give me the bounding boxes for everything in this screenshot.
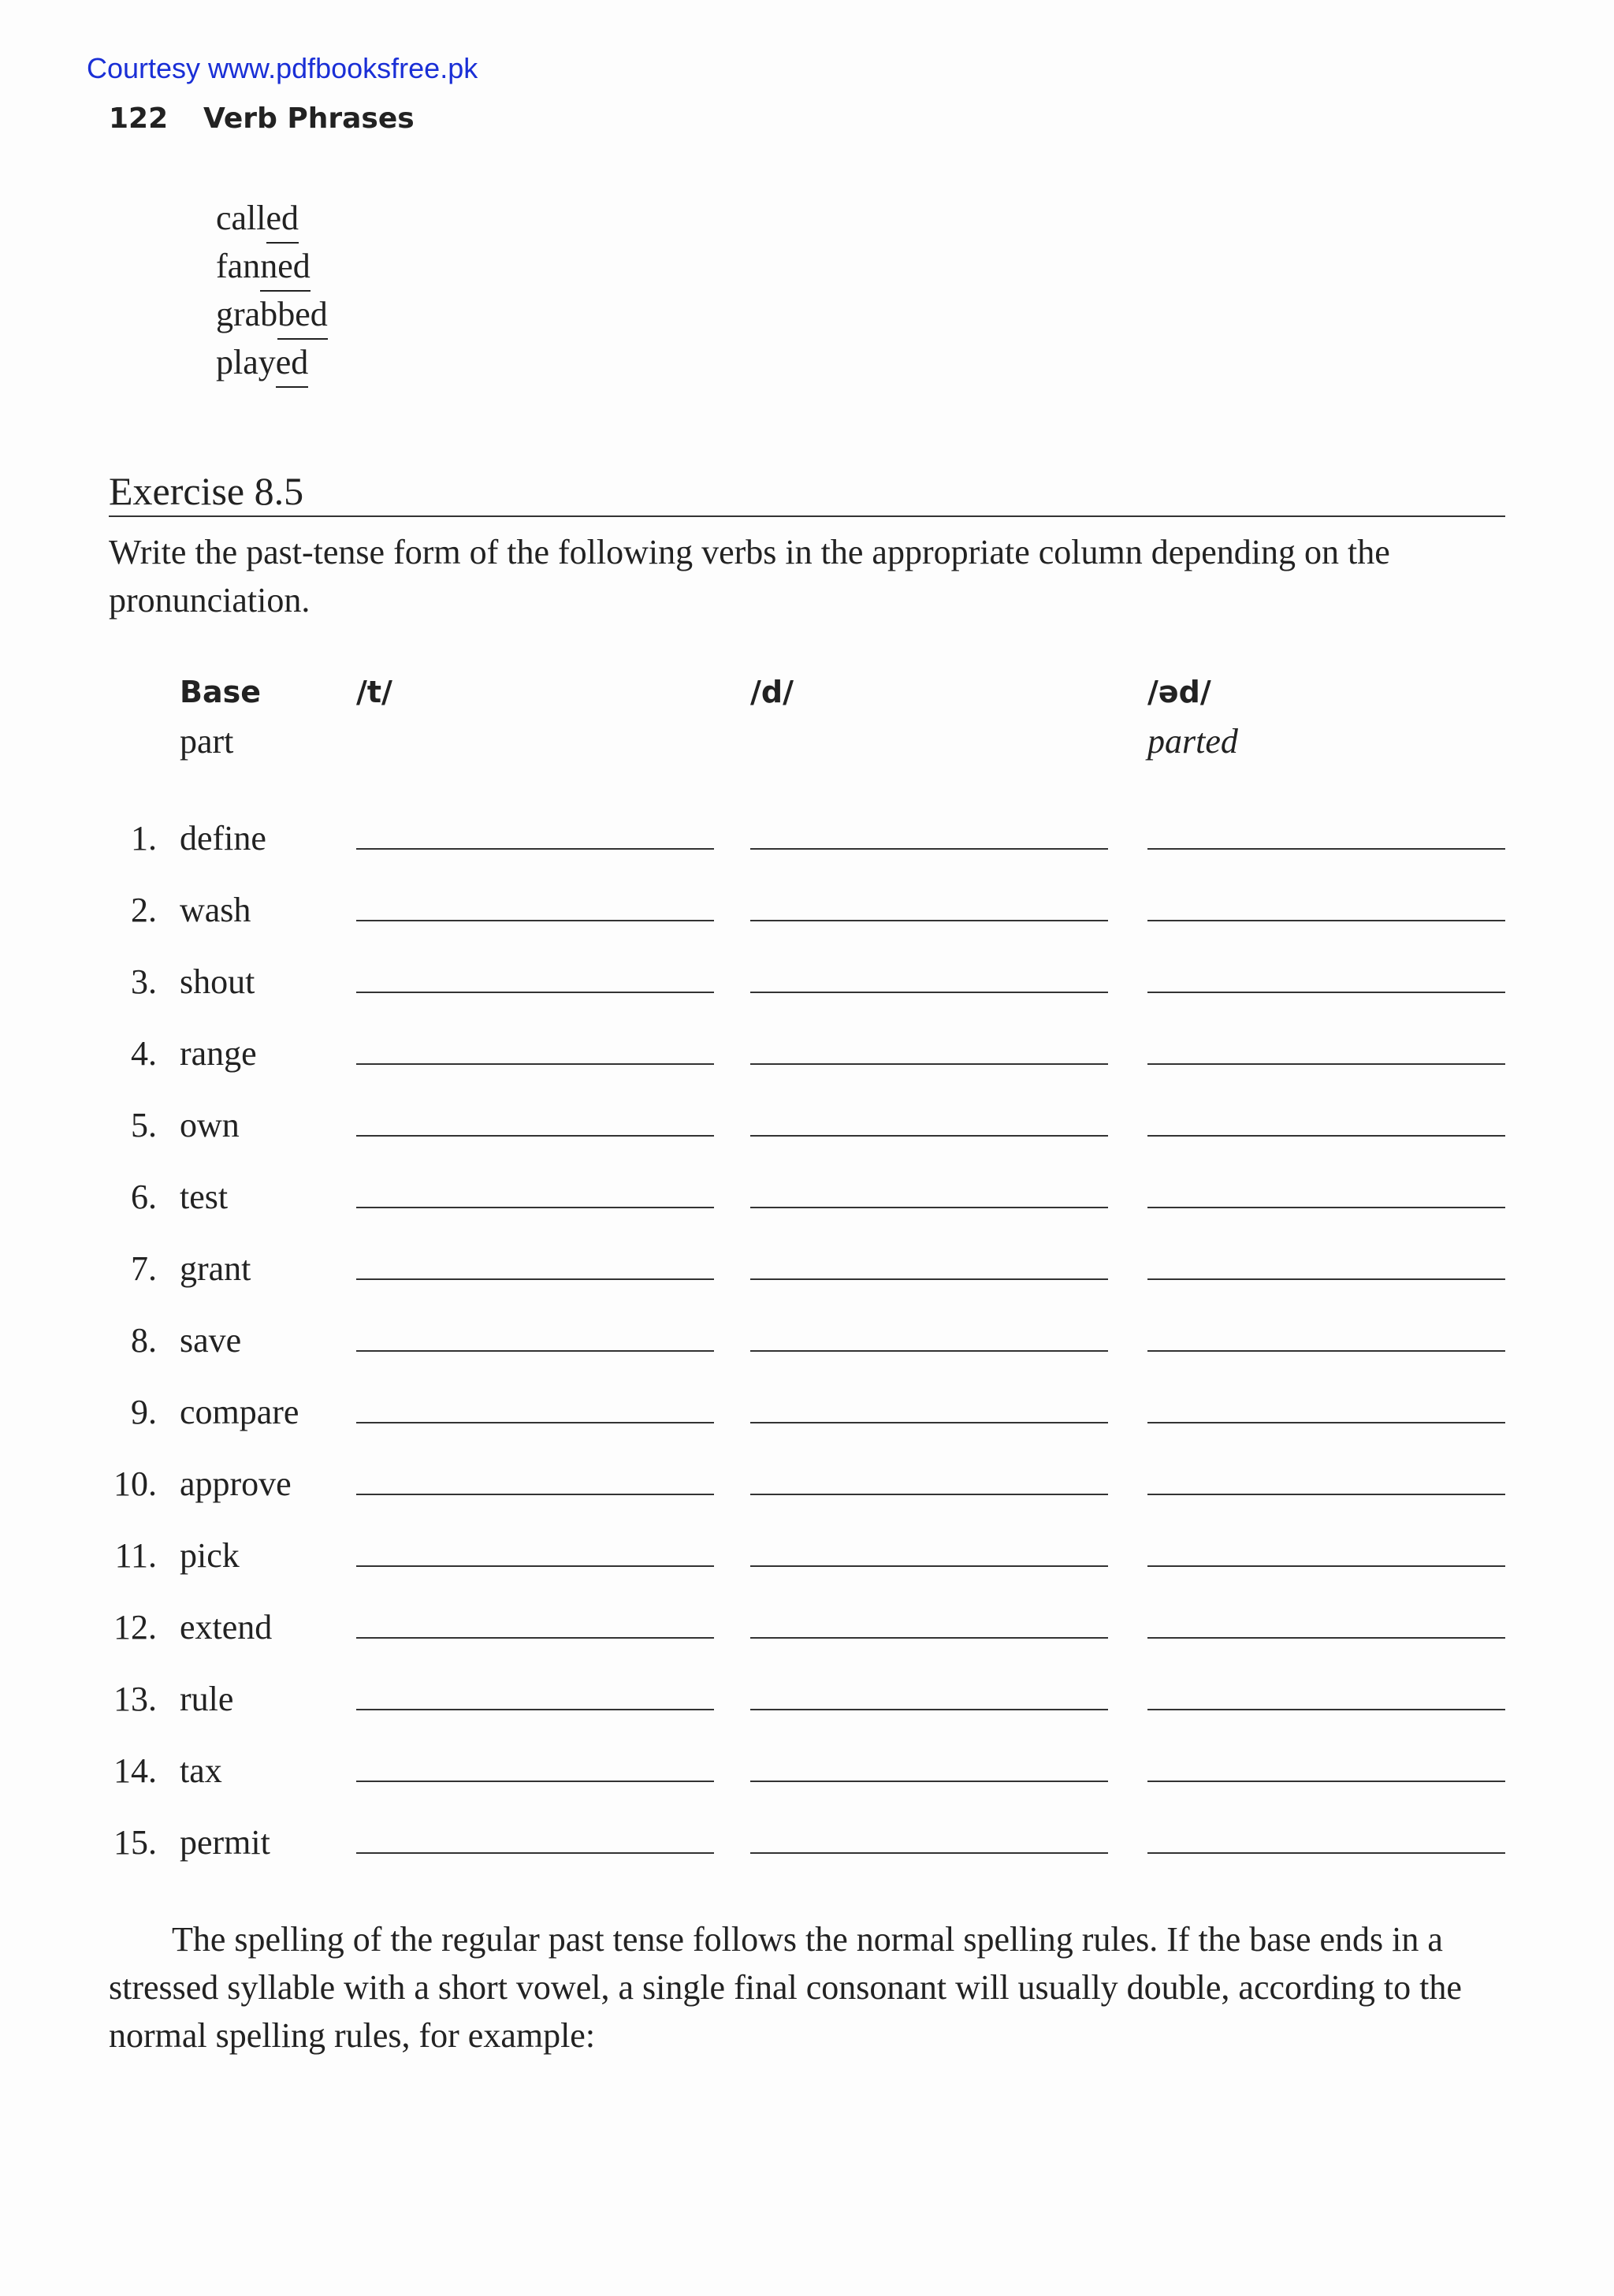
exercise-title: Exercise 8.5 xyxy=(109,469,304,513)
answer-blank-ed[interactable] xyxy=(1147,1278,1505,1280)
exercise-instructions: Write the past-tense form of the following verbs in the appropriate column depending on the pronunciation. xyxy=(109,533,1390,620)
answer-blank-ed[interactable] xyxy=(1147,1637,1505,1639)
answer-blank-ed[interactable] xyxy=(1147,1135,1505,1137)
item-number: 12. xyxy=(113,1608,157,1647)
sample-base-word: part xyxy=(180,722,234,761)
answer-blank-ed[interactable] xyxy=(1147,1565,1505,1567)
exercise-row xyxy=(0,1751,1614,1798)
answer-blank-t[interactable] xyxy=(356,920,714,921)
item-verb: grant xyxy=(180,1249,251,1288)
running-head xyxy=(109,102,415,135)
answer-blank-t[interactable] xyxy=(356,1709,714,1710)
answer-blank-t[interactable] xyxy=(356,848,714,850)
exercise-row xyxy=(0,818,1614,865)
exercise-row xyxy=(0,1105,1614,1152)
answer-blank-ed[interactable] xyxy=(1147,1350,1505,1352)
example-word-ending: ed xyxy=(276,343,309,388)
answer-blank-t[interactable] xyxy=(356,1135,714,1137)
section-title: Verb Phrases xyxy=(203,102,415,135)
example-word-ending: ed xyxy=(266,199,299,244)
item-number: 10. xyxy=(113,1464,157,1503)
item-verb: compare xyxy=(180,1393,299,1431)
answer-blank-t[interactable] xyxy=(356,1565,714,1567)
item-verb: save xyxy=(180,1321,242,1360)
answer-blank-t[interactable] xyxy=(356,1278,714,1280)
column-header-ed: /əd/ xyxy=(1147,675,1211,709)
item-verb: approve xyxy=(180,1464,292,1503)
item-verb: tax xyxy=(180,1751,222,1790)
answer-blank-d[interactable] xyxy=(750,1637,1108,1639)
courtesy-link[interactable]: Courtesy www.pdfbooksfree.pk xyxy=(87,52,478,84)
exercise-row xyxy=(0,1607,1614,1654)
example-word xyxy=(216,194,328,242)
answer-blank-ed[interactable] xyxy=(1147,1422,1505,1423)
example-words-list xyxy=(216,194,328,386)
answer-blank-d[interactable] xyxy=(750,1852,1108,1854)
answer-blank-t[interactable] xyxy=(356,1781,714,1782)
item-number: 14. xyxy=(113,1751,157,1790)
answer-blank-t[interactable] xyxy=(356,1852,714,1854)
item-verb: shout xyxy=(180,962,255,1001)
item-number: 13. xyxy=(113,1680,157,1718)
item-number: 11. xyxy=(114,1536,157,1575)
exercise-row xyxy=(0,1464,1614,1511)
exercise-row xyxy=(0,890,1614,937)
answer-blank-ed[interactable] xyxy=(1147,848,1505,850)
item-number: 5. xyxy=(131,1106,157,1144)
item-number: 3. xyxy=(131,962,157,1001)
answer-blank-ed[interactable] xyxy=(1147,1063,1505,1065)
item-verb: test xyxy=(180,1178,229,1216)
answer-blank-t[interactable] xyxy=(356,1063,714,1065)
example-word-stem: grab xyxy=(216,295,278,333)
answer-blank-t[interactable] xyxy=(356,1494,714,1495)
item-number: 2. xyxy=(131,891,157,929)
answer-blank-d[interactable] xyxy=(750,1422,1108,1423)
exercise-row xyxy=(0,1320,1614,1368)
exercise-title-rule xyxy=(109,515,1505,517)
example-word-ending: ned xyxy=(260,247,311,292)
exercise-row xyxy=(0,1679,1614,1726)
answer-blank-ed[interactable] xyxy=(1147,1494,1505,1495)
answer-blank-d[interactable] xyxy=(750,1494,1108,1495)
answer-blank-d[interactable] xyxy=(750,1207,1108,1208)
answer-blank-d[interactable] xyxy=(750,1350,1108,1352)
example-word-stem: play xyxy=(216,343,276,381)
example-word xyxy=(216,290,328,338)
sample-answer: parted xyxy=(1147,722,1238,761)
answer-blank-ed[interactable] xyxy=(1147,1781,1505,1782)
page-number: 122 xyxy=(109,102,169,135)
exercise-row xyxy=(0,1033,1614,1081)
example-word-ending: bed xyxy=(277,295,328,340)
item-verb: wash xyxy=(180,891,251,929)
item-verb: define xyxy=(180,819,266,858)
column-header-d: /d/ xyxy=(750,675,794,709)
example-word-stem: fan xyxy=(216,247,261,285)
item-verb: permit xyxy=(180,1823,270,1862)
answer-blank-d[interactable] xyxy=(750,992,1108,993)
answer-blank-t[interactable] xyxy=(356,1637,714,1639)
item-verb: own xyxy=(180,1106,240,1144)
answer-blank-ed[interactable] xyxy=(1147,1207,1505,1208)
item-number: 8. xyxy=(131,1321,157,1360)
item-number: 6. xyxy=(131,1178,157,1216)
example-word xyxy=(216,338,328,386)
answer-blank-t[interactable] xyxy=(356,1422,714,1423)
exercise-row xyxy=(0,1177,1614,1224)
item-verb: rule xyxy=(180,1680,234,1718)
answer-blank-d[interactable] xyxy=(750,1565,1108,1567)
answer-blank-t[interactable] xyxy=(356,992,714,993)
exercise-row xyxy=(0,1822,1614,1870)
answer-blank-d[interactable] xyxy=(750,1278,1108,1280)
item-number: 1. xyxy=(131,819,157,858)
answer-blank-d[interactable] xyxy=(750,1709,1108,1710)
column-header-t: /t/ xyxy=(356,675,392,709)
answer-blank-ed[interactable] xyxy=(1147,1709,1505,1710)
answer-blank-d[interactable] xyxy=(750,1063,1108,1065)
item-verb: extend xyxy=(180,1608,273,1647)
exercise-row xyxy=(0,962,1614,1009)
answer-blank-ed[interactable] xyxy=(1147,920,1505,921)
exercise-row xyxy=(0,1535,1614,1583)
item-number: 15. xyxy=(113,1823,157,1862)
answer-blank-ed[interactable] xyxy=(1147,992,1505,993)
answer-blank-d[interactable] xyxy=(750,1781,1108,1782)
answer-blank-d[interactable] xyxy=(750,920,1108,921)
closing-paragraph: The spelling of the regular past tense follows the normal spelling rules. If the base ends in a stressed syllable with a short vowel, a single final consonant will usually double, according to the normal spelling rules, for example: xyxy=(109,1920,1462,2055)
example-word-stem: call xyxy=(216,199,266,237)
answer-blank-t[interactable] xyxy=(356,1207,714,1208)
answer-blank-d[interactable] xyxy=(750,848,1108,850)
item-verb: pick xyxy=(180,1536,240,1575)
answer-blank-t[interactable] xyxy=(356,1350,714,1352)
item-number: 7. xyxy=(131,1249,157,1288)
answer-blank-d[interactable] xyxy=(750,1135,1108,1137)
exercise-row xyxy=(0,1248,1614,1296)
answer-blank-ed[interactable] xyxy=(1147,1852,1505,1854)
exercise-row xyxy=(0,1392,1614,1439)
item-number: 9. xyxy=(131,1393,157,1431)
item-number: 4. xyxy=(131,1034,157,1073)
example-word xyxy=(216,242,328,290)
column-header-base: Base xyxy=(180,675,261,709)
item-verb: range xyxy=(180,1034,257,1073)
